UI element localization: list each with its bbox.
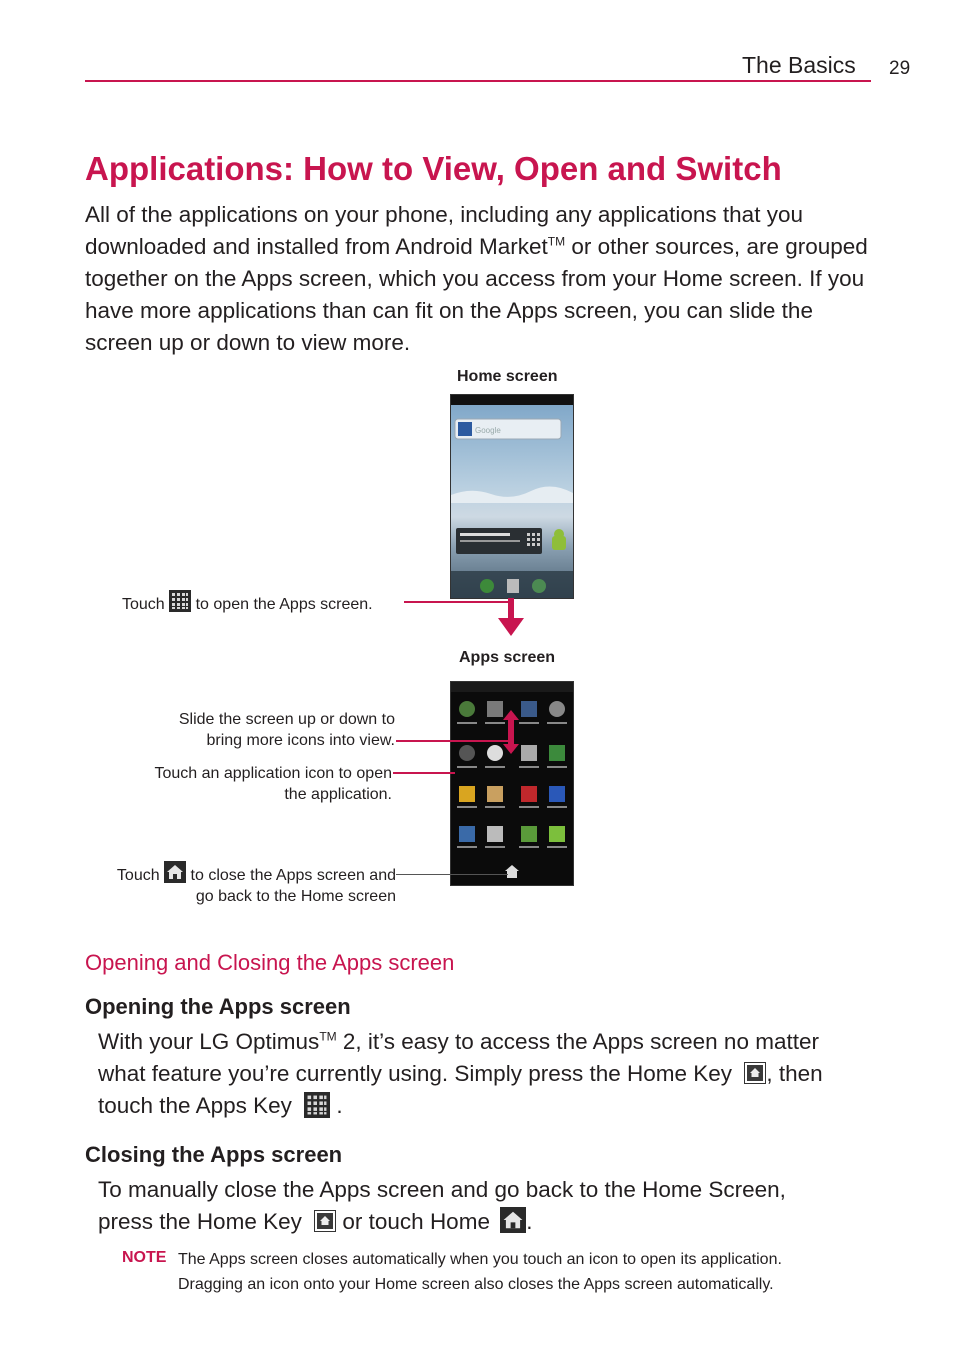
apps-screen-image: [450, 681, 574, 886]
callout-open-apps-text: to open the Apps screen.: [195, 596, 373, 613]
home-search-hint: Google: [475, 426, 501, 435]
closing-text-3: .: [526, 1209, 533, 1234]
apps-screen-illustration: [451, 682, 573, 885]
apps-key-icon: [304, 1092, 330, 1118]
callout-close-touch-text: Touch: [116, 867, 160, 884]
page-number: 29: [889, 58, 911, 79]
callout-close-text: to close the Apps screen and: [190, 867, 396, 884]
note-label: NOTE: [122, 1249, 167, 1266]
callout-open-apps: [122, 590, 373, 615]
home-screen-caption: Home screen: [457, 368, 558, 385]
callout-touch-app-line1: Touch an application icon to open: [154, 765, 392, 782]
closing-text-2: or touch: [336, 1209, 430, 1234]
callout-touch-app-line2: the application.: [284, 786, 392, 803]
callout-touch-app: [100, 763, 392, 805]
page-title: Applications: How to View, Open and Switch: [85, 150, 782, 187]
opening-text-6: .: [330, 1093, 343, 1118]
opening-text-5: touch the: [98, 1093, 196, 1118]
opening-heading: Opening the Apps screen: [85, 994, 351, 1019]
apps-grid-icon: [169, 590, 191, 612]
home-key-icon: [744, 1062, 766, 1084]
opening-text-3: what feature you’re currently using. Simply press the: [98, 1061, 627, 1086]
down-arrow-icon: [498, 598, 524, 638]
callout-line-slide: [396, 740, 508, 742]
trademark: TM: [547, 234, 566, 249]
home-key-label: Home Key: [196, 1209, 302, 1234]
callout-line-close: [396, 874, 508, 875]
callout-close: [60, 861, 396, 907]
section-label: The Basics: [742, 52, 856, 78]
opening-line3: [98, 1090, 823, 1122]
opening-paragraph: [98, 1026, 823, 1122]
intro-text-1: All of the applications on your phone, including any applications that you downloaded and installed from Android Market: [85, 202, 803, 259]
callout-slide-line2: bring more icons into view.: [206, 732, 395, 749]
home-house-icon: [500, 1207, 526, 1233]
opening-text-1: With your LG Optimus: [98, 1029, 320, 1054]
callout-slide: [100, 709, 395, 751]
closing-line2: [98, 1206, 786, 1238]
opening-text-4: , then: [766, 1061, 823, 1086]
home-key-icon: [314, 1210, 336, 1232]
callout-line-touch-app: [393, 772, 455, 774]
note-line2: Dragging an icon onto your Home screen also closes the Apps screen automatically.: [178, 1276, 774, 1293]
apps-screen-caption: Apps screen: [459, 649, 556, 666]
note-line1: The Apps screen closes automatically when you touch an icon to open its application.: [178, 1251, 782, 1268]
note-text: [178, 1249, 878, 1296]
closing-text-1: press the: [98, 1209, 197, 1234]
callout-slide-line1: Slide the screen up or down to: [178, 711, 395, 728]
header-rule: [85, 80, 871, 82]
opening-line1: [98, 1026, 823, 1058]
callout-touch-text: Touch: [122, 596, 165, 613]
intro-text-2: or other sources, are grouped together on the Apps screen, which you access from your Home screen. If you have more applications than can fit on the Apps screen, you can slide the screen up or down to view more.: [85, 234, 868, 355]
trademark: TM: [319, 1029, 337, 1044]
opening-line2: [98, 1058, 823, 1090]
closing-heading: Closing the Apps screen: [85, 1142, 343, 1167]
opening-text-2: 2, it’s easy to access the Apps screen no matter: [336, 1029, 819, 1054]
callout-line-open-apps: [404, 601, 512, 603]
closing-paragraph: [98, 1174, 786, 1238]
callout-close-line1: [60, 861, 396, 886]
callout-close-line2: go back to the Home screen: [195, 888, 396, 905]
section-heading: Opening and Closing the Apps screen: [85, 950, 455, 975]
home-label: Home: [429, 1209, 490, 1234]
home-screen-illustration: [451, 395, 573, 598]
apps-key-label: Apps Key: [195, 1093, 292, 1118]
intro-paragraph: [85, 199, 875, 359]
home-screen-image: [450, 394, 574, 599]
home-house-icon: [164, 861, 186, 883]
closing-line1: To manually close the Apps screen and go back to the Home Screen,: [98, 1177, 786, 1202]
home-key-label: Home Key: [627, 1061, 733, 1086]
